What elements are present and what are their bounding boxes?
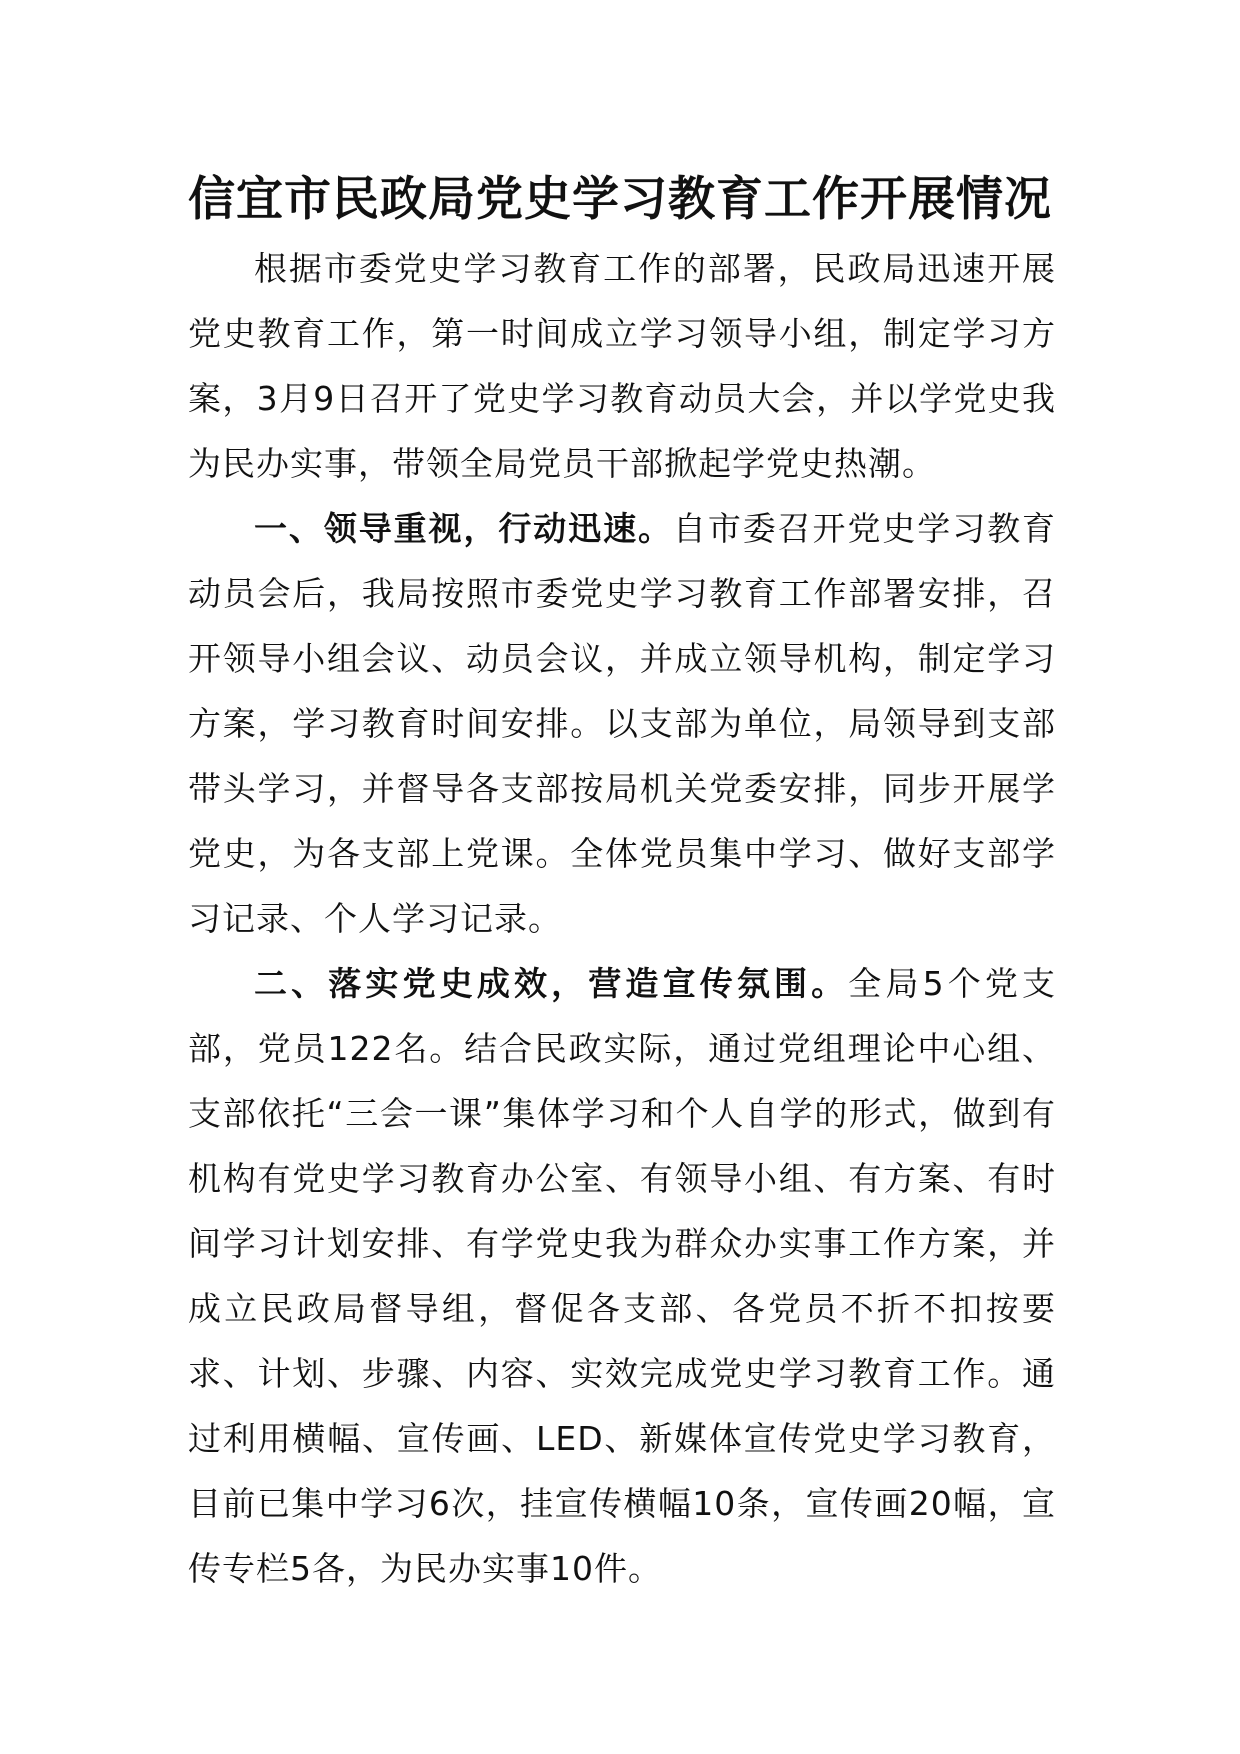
- paragraph-intro: [188, 236, 1056, 496]
- paragraph-section-2: [188, 951, 1056, 1601]
- section-heading: 一、领导重视，行动迅速。: [254, 509, 673, 548]
- paragraph-text: 全局5个党支部，党员122名。结合民政实际，通过党组理论中心组、支部依托“三会一课”集体学习和个人自学的形式，做到有机构有党史学习教育办公室、有领导小组、有方案、有时间学习计划安排、有学党史我为群众办实事工作方案，并成立民政局督导组，督促各支部、各党员不折不扣按要求、计划、步骤、内容、实效完成党史学习教育工作。通过利用横幅、宣传画、LED、新媒体宣传党史学习教育，目前已集中学习6次，挂宣传横幅10条，宣传画20幅，宣传专栏5各，为民办实事10件。: [188, 964, 1057, 1588]
- paragraph-text: 自市委召开党史学习教育动员会后，我局按照市委党史学习教育工作部署安排，召开领导小组会议、动员会议，并成立领导机构，制定学习方案，学习教育时间安排。以支部为单位，局领导到支部带头学习，并督导各支部按局机关党委安排，同步开展学党史，为各支部上党课。全体党员集中学习、做好支部学习记录、个人学习记录。: [188, 509, 1057, 938]
- section-heading: 二、落实党史成效，营造宣传氛围。: [254, 964, 849, 1003]
- paragraph-section-1: [188, 496, 1056, 951]
- document-body: [188, 236, 1056, 1601]
- document-title: 信宜市民政局党史学习教育工作开展情况: [188, 172, 1052, 227]
- paragraph-text: 根据市委党史学习教育工作的部署，民政局迅速开展党史教育工作，第一时间成立学习领导小组，制定学习方案，3月9日召开了党史学习教育动员大会，并以学党史我为民办实事，带领全局党员干部掀起学党史热潮。: [188, 249, 1056, 483]
